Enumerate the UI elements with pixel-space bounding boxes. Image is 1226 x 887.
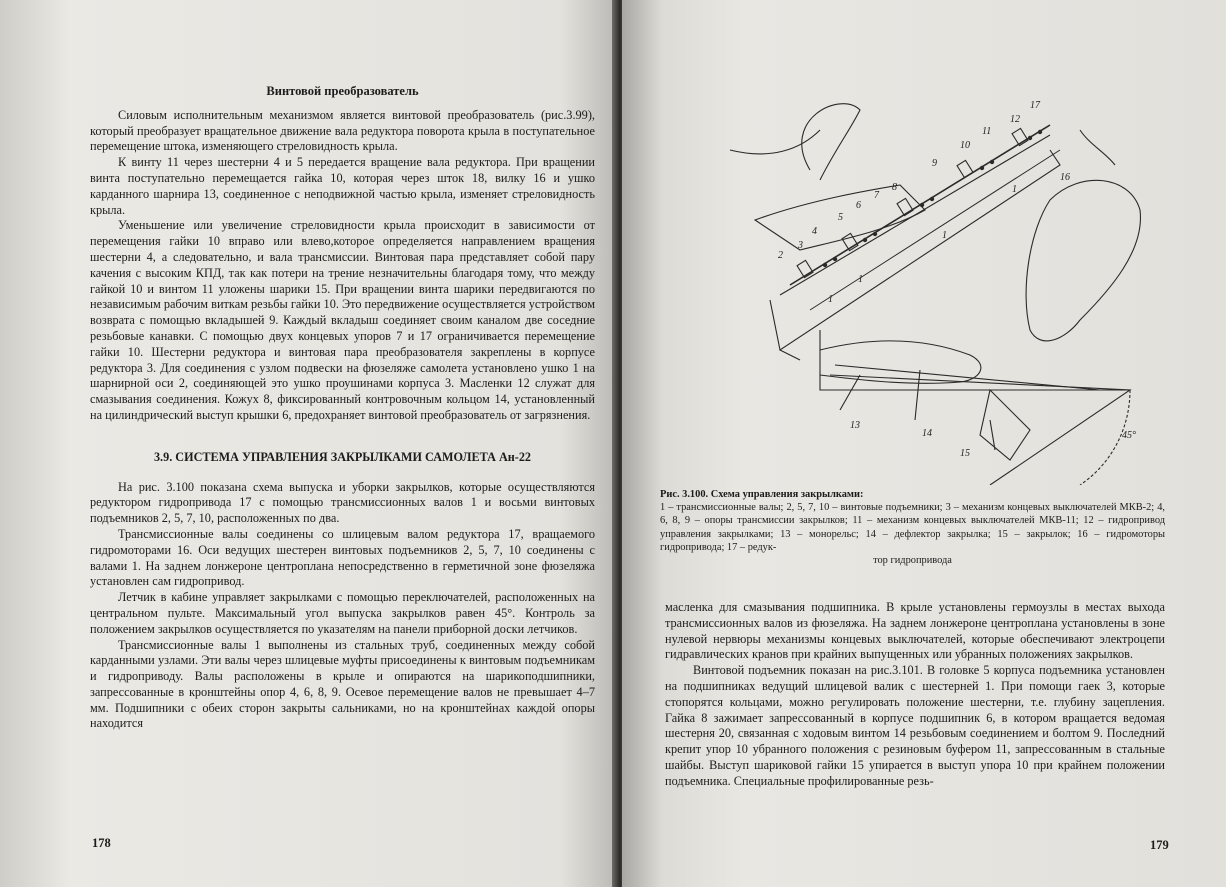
paragraph: масленка для смазывания подшипника. В крыле установлены гермоузлы в местах выхода трансмиссионных валов из фюзеляжа. На заднем лонжероне центроплана установлены в зоне нулевой нервюры механизмы концевых выключателей, которые обеспечивают электроцепи гидравлических кранов при крайних выпущенных или убранных положениях закрылков. — [665, 600, 1165, 662]
callout-label: 8 — [892, 182, 897, 193]
fuselage-outline — [802, 104, 860, 180]
flap-section-frame — [820, 330, 1130, 390]
paragraph: На рис. 3.100 показана схема выпуска и уборки закрылков, которые осуществляются редуктором гидропривода 17 с помощью трансмиссионных валов 1 и восьми винтовых подъемников 2, 5, 7, 10, расположенных по два. — [90, 479, 595, 526]
right-text-column — [665, 600, 1165, 790]
section-heading: 3.9. СИСТЕМА УПРАВЛЕНИЯ ЗАКРЫЛКАМИ САМОЛЕТА Ан-22 — [153, 449, 532, 464]
nacelle-outline — [1026, 180, 1140, 341]
callout-label: 17 — [1030, 100, 1040, 111]
callout-label: 6 — [856, 200, 861, 211]
diagram-svg — [660, 90, 1180, 485]
left-text-column — [90, 84, 595, 732]
callout-label: 4 — [812, 226, 817, 237]
paragraph: Силовым исполнительным механизмом является винтовой преобразователь (рис.3.99), который преобразует вращательное движение вала редуктора поворота крыла в поступательное перемещение штока, изменяющего стреловидность крыла. — [90, 107, 595, 154]
flap-extended — [980, 390, 1030, 460]
callout-label: 7 — [874, 190, 879, 201]
figure-callouts — [778, 100, 1136, 459]
paragraph: Трансмиссионные валы 1 выполнены из стальных труб, соединенных между собой карданными узлами. Эти валы через шлицевые муфты присоединены к винтовым подъемникам и гидроприводу. Валы расположены в крыле и опираются на шарикоподшипники, запрессованные в кронштейны опор 4, 6, 8, 9. Осевое перемещение валов не превышает 4–7 мм. Подшипники с обеих сторон закрыты сальниками, но на кронштейнах каждой опоры находится — [90, 637, 595, 731]
page-number-right: 179 — [1150, 838, 1169, 852]
callout-label: 16 — [1060, 172, 1070, 183]
callout-label: 1 — [828, 294, 833, 305]
callout-label: 5 — [838, 212, 843, 223]
subsection-heading: Винтовой преобразователь — [266, 84, 419, 98]
figure-caption — [660, 488, 1165, 567]
callout-label: 2 — [778, 250, 783, 261]
callout-label: 1 — [942, 230, 947, 241]
angle-label: 45° — [1122, 430, 1136, 441]
callout-label: 1 — [858, 274, 863, 285]
callout-label: 13 — [850, 420, 860, 431]
callout-label: 12 — [1010, 114, 1020, 125]
page-number-left: 178 — [92, 836, 111, 850]
paragraph-italic-lead: Трансмиссионные валы соединены со шлицевым валом редуктора 17, вращаемого гидромоторами 16. Оси ведущих шестерен винтовых подъемников 2, 5, 7, 10 соединены с валами 1. На заднем лонжероне центроплана непосредственно в герметичной зоне фюзеляжа установлен сам гидропривод. — [90, 526, 595, 589]
callout-label: 10 — [960, 140, 970, 151]
caption-last-line: тор гидропривода — [873, 555, 952, 567]
screw-jacks — [797, 128, 1028, 277]
flap-control-diagram — [660, 90, 1180, 485]
callout-label: 9 — [932, 158, 937, 169]
caption-title: Рис. 3.100. Схема управления закрылками: — [660, 489, 864, 500]
callout-label: 1 — [1012, 184, 1017, 195]
callout-label: 3 — [798, 240, 803, 251]
callout-label: 11 — [982, 126, 992, 137]
paragraph: Уменьшение или увеличение стреловидности крыла происходит в зависимости от перемещения гайки 10 вправо или влево,которое определяется направлением вращения шестерни 4, а следовательно, и вала трансмиссии. Винтовая пара представляет собой пару качения с высоким КПД, так как потери на трение незначительны благодаря тому, что между гайкой 10 и винтом 11 уложены шарики 15. При вращении винта шарики передвигаются по независимым рабочим виткам резьбы гайки 10. Это передвижение осуществляется устройством возврата с помощью вкладышей 9. Каждый вкладыш соединяет своим каналом две соседние резьбовые канавки. С помощью двух концевых упоров 7 и 17 ограничивается перемещение гайки 10. Шестерни редуктора и винтовая пара преобразователя закреплены в корпусе редуктора 3. Для соединения с узлом подвески на фюзеляже самолета установлено ушко 1 на шарнирной оси 2, соединяющей это ушко проушинами корпуса 3. Масленки 12 служат для смазывания соединения. Кожух 8, фиксированный контровочным кольцом 14, установленный на цилиндрический выступ крышки 6, предохраняет винтовой преобразователь от загрязнения. — [90, 218, 595, 422]
paragraph: К винту 11 через шестерни 4 и 5 передается вращение вала редуктора. При вращении винта поступательно перемещается гайка 10, которая через шток 18, вилку 16 и ушко карданного шарнира 13, соединенное с неподвижной частью крыла, изменяет стреловидность крыла. — [90, 155, 595, 217]
paragraph: Винтовой подъемник показан на рис.3.101. В головке 5 корпуса подъемника установлен на подшипниках ведущий шлицевой валик с шестерней 1. При помощи гаек 3, которые стопорятся кольцами, можно регулировать положение шестерни, т.е. глубину зацепления. Гайка 8 зажимает запрессованный в корпусе подшипник 6, в котором вращается ведомая шестерня 20, связанная с ходовым винтом 14 резьбовым соединением и болтом 9. Последний крепит упор 10 убранного положения с резиновым буфером 11, запрессованным в стальные шайбы. Выступ шариковой гайки 15 упирается в выступ упора 10 при крайнем положении подъемника. Специальные профилированные резь- — [665, 663, 1165, 788]
callout-label: 14 — [922, 428, 932, 439]
caption-body: 1 – трансмиссионные валы; 2, 5, 7, 10 – винтовые подъемники; 3 – механизм концевых выключателей МКВ-2; 4, 6, 8, 9 – опоры трансмиссии закрылков; 11 – механизм концевых выключателей МКВ-11; 12 – гидропривод управления закрылками; 13 – монорельс; 14 – дефлектор закрылка; 15 – закрылок; 16 – гидромоторы гидропривода; 17 – редук- — [660, 502, 1165, 553]
paragraph-italic-lead: Летчик в кабине управляет закрылками с помощью переключателей, расположенных на центральном пульте. Максимальный угол выпуска закрылков равен 45°. Контроль за положением закрылков осуществляется по указателям на панели приборной доски летчиков. — [90, 590, 595, 636]
callout-label: 15 — [960, 448, 970, 459]
